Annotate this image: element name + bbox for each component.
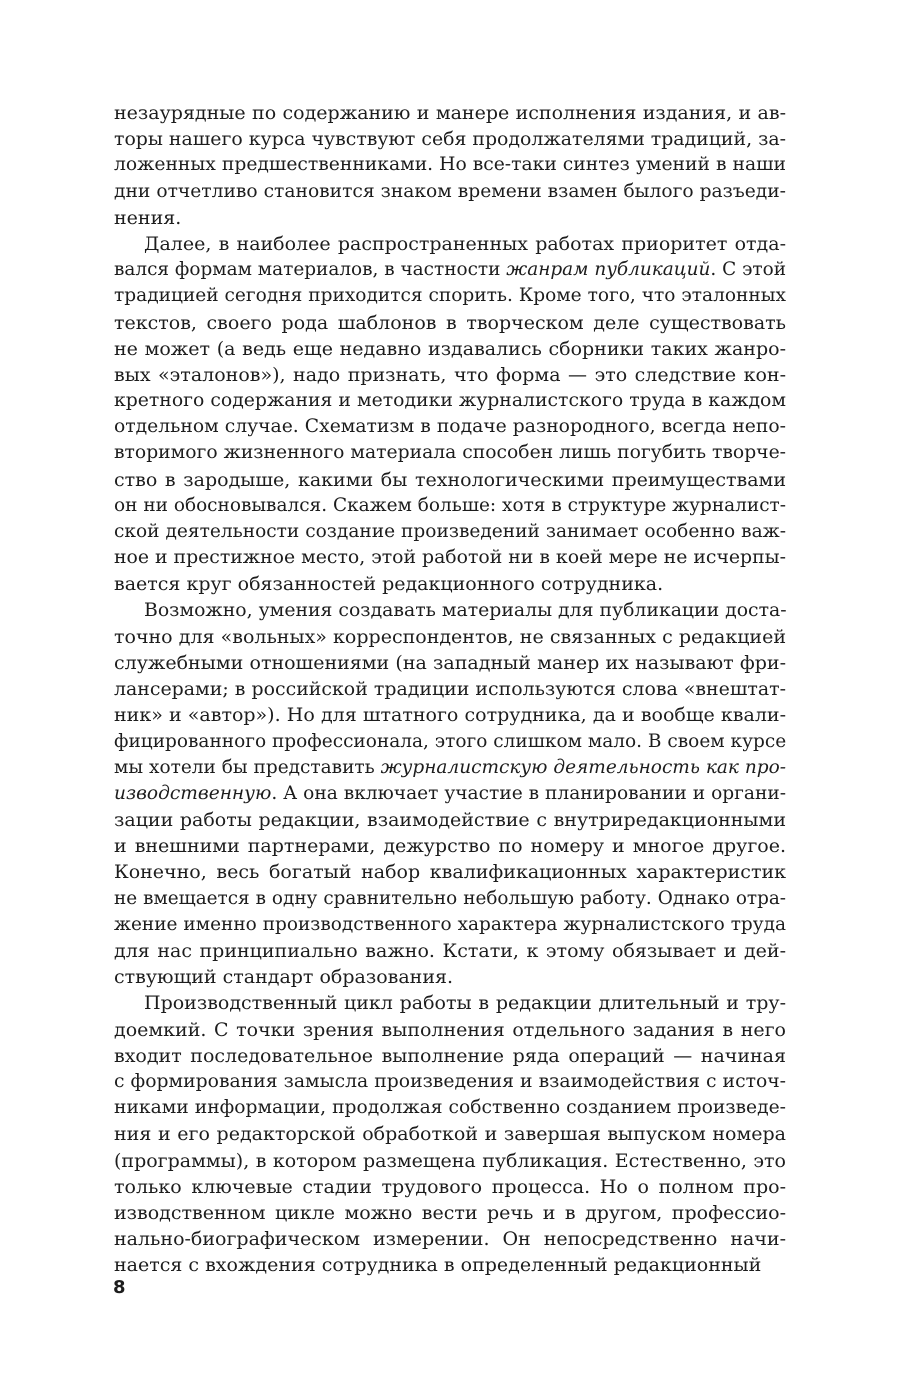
italic-emphasis: журналистскую деятельность как про- <box>380 756 786 778</box>
text-segment: для нас принципиально важно. Кстати, к этому обязывает и дей- <box>114 940 786 962</box>
text-segment: не вмещается в одну сравнительно небольшую работу. Однако отра- <box>114 887 786 909</box>
text-line <box>114 1148 786 1174</box>
text-segment: вых «эталонов»), надо признать, что форма — это следствие кон- <box>114 363 786 386</box>
text-segment: он ни обосновывался. Скажем больше: хотя в структуре журналист- <box>114 494 786 516</box>
text-segment: Далее, в наиболее распространенных работах приоритет отда- <box>144 232 786 255</box>
text-segment: с формирования замысла произведения и взаимодействия с источ- <box>114 1070 786 1092</box>
text-segment: дни отчетливо становится знаком времени взамен былого разъеди- <box>114 180 786 202</box>
text-segment: ное и престижное место, этой работой ни в коей мере не исчерпы- <box>114 547 786 569</box>
text-segment: кретного содержания и методики журналистского труда в каждом <box>114 390 786 412</box>
page-number: 8 <box>113 1277 126 1298</box>
body-text <box>114 100 786 1278</box>
text-line <box>114 1226 786 1252</box>
text-segment: вторимого жизненного материала способен лишь погубить творче- <box>114 442 786 464</box>
text-line <box>114 362 786 388</box>
text-line <box>114 1043 786 1069</box>
text-line <box>114 676 786 702</box>
text-line <box>114 467 786 493</box>
text-segment: . А она включает участие в планировании и органи- <box>271 782 786 804</box>
text-line <box>114 990 786 1016</box>
text-line <box>114 1121 786 1147</box>
text-segment: вался формам материалов, в частности <box>114 259 507 281</box>
text-line <box>114 833 786 859</box>
italic-emphasis: изводственную <box>114 782 272 804</box>
text-segment: изводственном цикле можно вести речь и в другом, профессио- <box>114 1201 786 1224</box>
text-line <box>114 807 786 833</box>
text-segment: ской деятельности создание произведений занимает особенно важ- <box>114 521 786 542</box>
text-segment: . С этой <box>710 259 787 281</box>
text-line <box>114 205 786 231</box>
text-line <box>114 231 786 257</box>
text-segment: только ключевые стадии трудового процесса. Но о полном про- <box>114 1175 786 1198</box>
text-segment: ство в зародыше, какими бы технологическими преимуществами <box>114 468 786 491</box>
text-line <box>114 755 786 781</box>
text-line <box>114 519 786 545</box>
text-segment: точно для «вольных» корреспондентов, не связанных с редакцией <box>114 625 786 648</box>
text-segment: текстов, своего рода шаблонов в творческом деле существовать <box>114 311 786 334</box>
text-line <box>114 729 786 755</box>
text-line <box>114 781 786 807</box>
text-line <box>114 126 786 152</box>
text-segment: нается с вхождения сотрудника в определенный редакционный <box>114 1254 762 1277</box>
text-line <box>114 440 786 466</box>
text-line <box>114 964 786 990</box>
text-segment: никами информации, продолжая собственно созданием произведе- <box>114 1097 786 1119</box>
text-line <box>114 624 786 650</box>
text-line <box>114 598 786 624</box>
text-segment: не может (а ведь еще недавно издавались сборники таких жанро- <box>114 337 786 360</box>
text-line <box>114 310 786 336</box>
text-segment: лансерами; в российской традиции используются слова «внештат- <box>114 678 786 701</box>
text-line <box>114 388 786 414</box>
text-segment: мы хотели бы представить <box>114 756 381 778</box>
text-line <box>114 1200 786 1226</box>
italic-emphasis: жанрам публикаций <box>506 259 711 281</box>
text-segment: незаурядные по содержанию и манере исполнения издания, и ав- <box>114 102 786 124</box>
text-segment: Возможно, умения создавать материалы для публикации доста- <box>144 599 787 621</box>
text-segment: торы нашего курса чувствуют себя продолжателями традиций, за- <box>114 128 786 151</box>
text-line <box>114 859 786 885</box>
text-segment: нально-биографическом измерении. Он непосредственно начи- <box>114 1228 786 1251</box>
text-line <box>114 414 786 440</box>
text-segment: (программы), в котором размещена публикация. Естественно, это <box>114 1149 786 1172</box>
text-segment: традицией сегодня приходится спорить. Кроме того, что эталонных <box>114 285 786 307</box>
text-segment: и внешними партнерами, дежурство по номеру и многое другое. <box>114 835 786 858</box>
text-line <box>114 571 786 597</box>
text-segment: фицированного профессионала, этого слишком мало. В своем курсе <box>114 730 787 752</box>
text-line <box>114 336 786 362</box>
text-segment: ложенных предшественниками. Но все-таки синтез умений в наши <box>114 154 786 176</box>
text-line <box>114 1017 786 1043</box>
text-line <box>114 283 786 309</box>
text-segment: ния и его редакторской обработкой и завершая выпуском номера <box>114 1123 786 1146</box>
text-line <box>114 702 786 728</box>
text-line <box>114 1069 786 1095</box>
text-line <box>114 100 786 126</box>
text-segment: жение именно производственного характера журналистского труда <box>114 913 786 935</box>
text-segment: доемкий. С точки зрения выполнения отдельного задания в него <box>114 1018 786 1041</box>
text-line <box>114 152 786 178</box>
text-line <box>114 886 786 912</box>
text-segment: Производственный цикл работы в редакции длительный и тру- <box>144 992 786 1015</box>
text-segment: Конечно, весь богатый набор квалификационных характеристик <box>114 861 786 884</box>
text-segment: вается круг обязанностей редакционного сотрудника. <box>114 573 664 596</box>
text-segment: зации работы редакции, взаимодействие с внутриредакционными <box>114 809 786 832</box>
text-line <box>114 650 786 676</box>
text-line <box>114 912 786 938</box>
text-segment: ник» и «автор»). Но для штатного сотрудника, да и вообще квали- <box>114 704 786 727</box>
text-segment: служебными отношениями (на западный манер их называют фри- <box>114 651 786 674</box>
text-line <box>114 1095 786 1121</box>
text-line <box>114 938 786 964</box>
text-line <box>114 1174 786 1200</box>
text-segment: нения. <box>114 206 182 229</box>
text-segment: входит последовательное выполнение ряда операций — начиная <box>114 1044 786 1067</box>
text-line <box>114 1252 786 1278</box>
text-line <box>114 493 786 519</box>
text-line <box>114 179 786 205</box>
text-line <box>114 257 786 283</box>
text-segment: отдельном случае. Схематизм в подаче разнородного, всегда непо- <box>114 416 786 438</box>
text-segment: ствующий стандарт образования. <box>114 966 454 989</box>
text-line <box>114 545 786 571</box>
